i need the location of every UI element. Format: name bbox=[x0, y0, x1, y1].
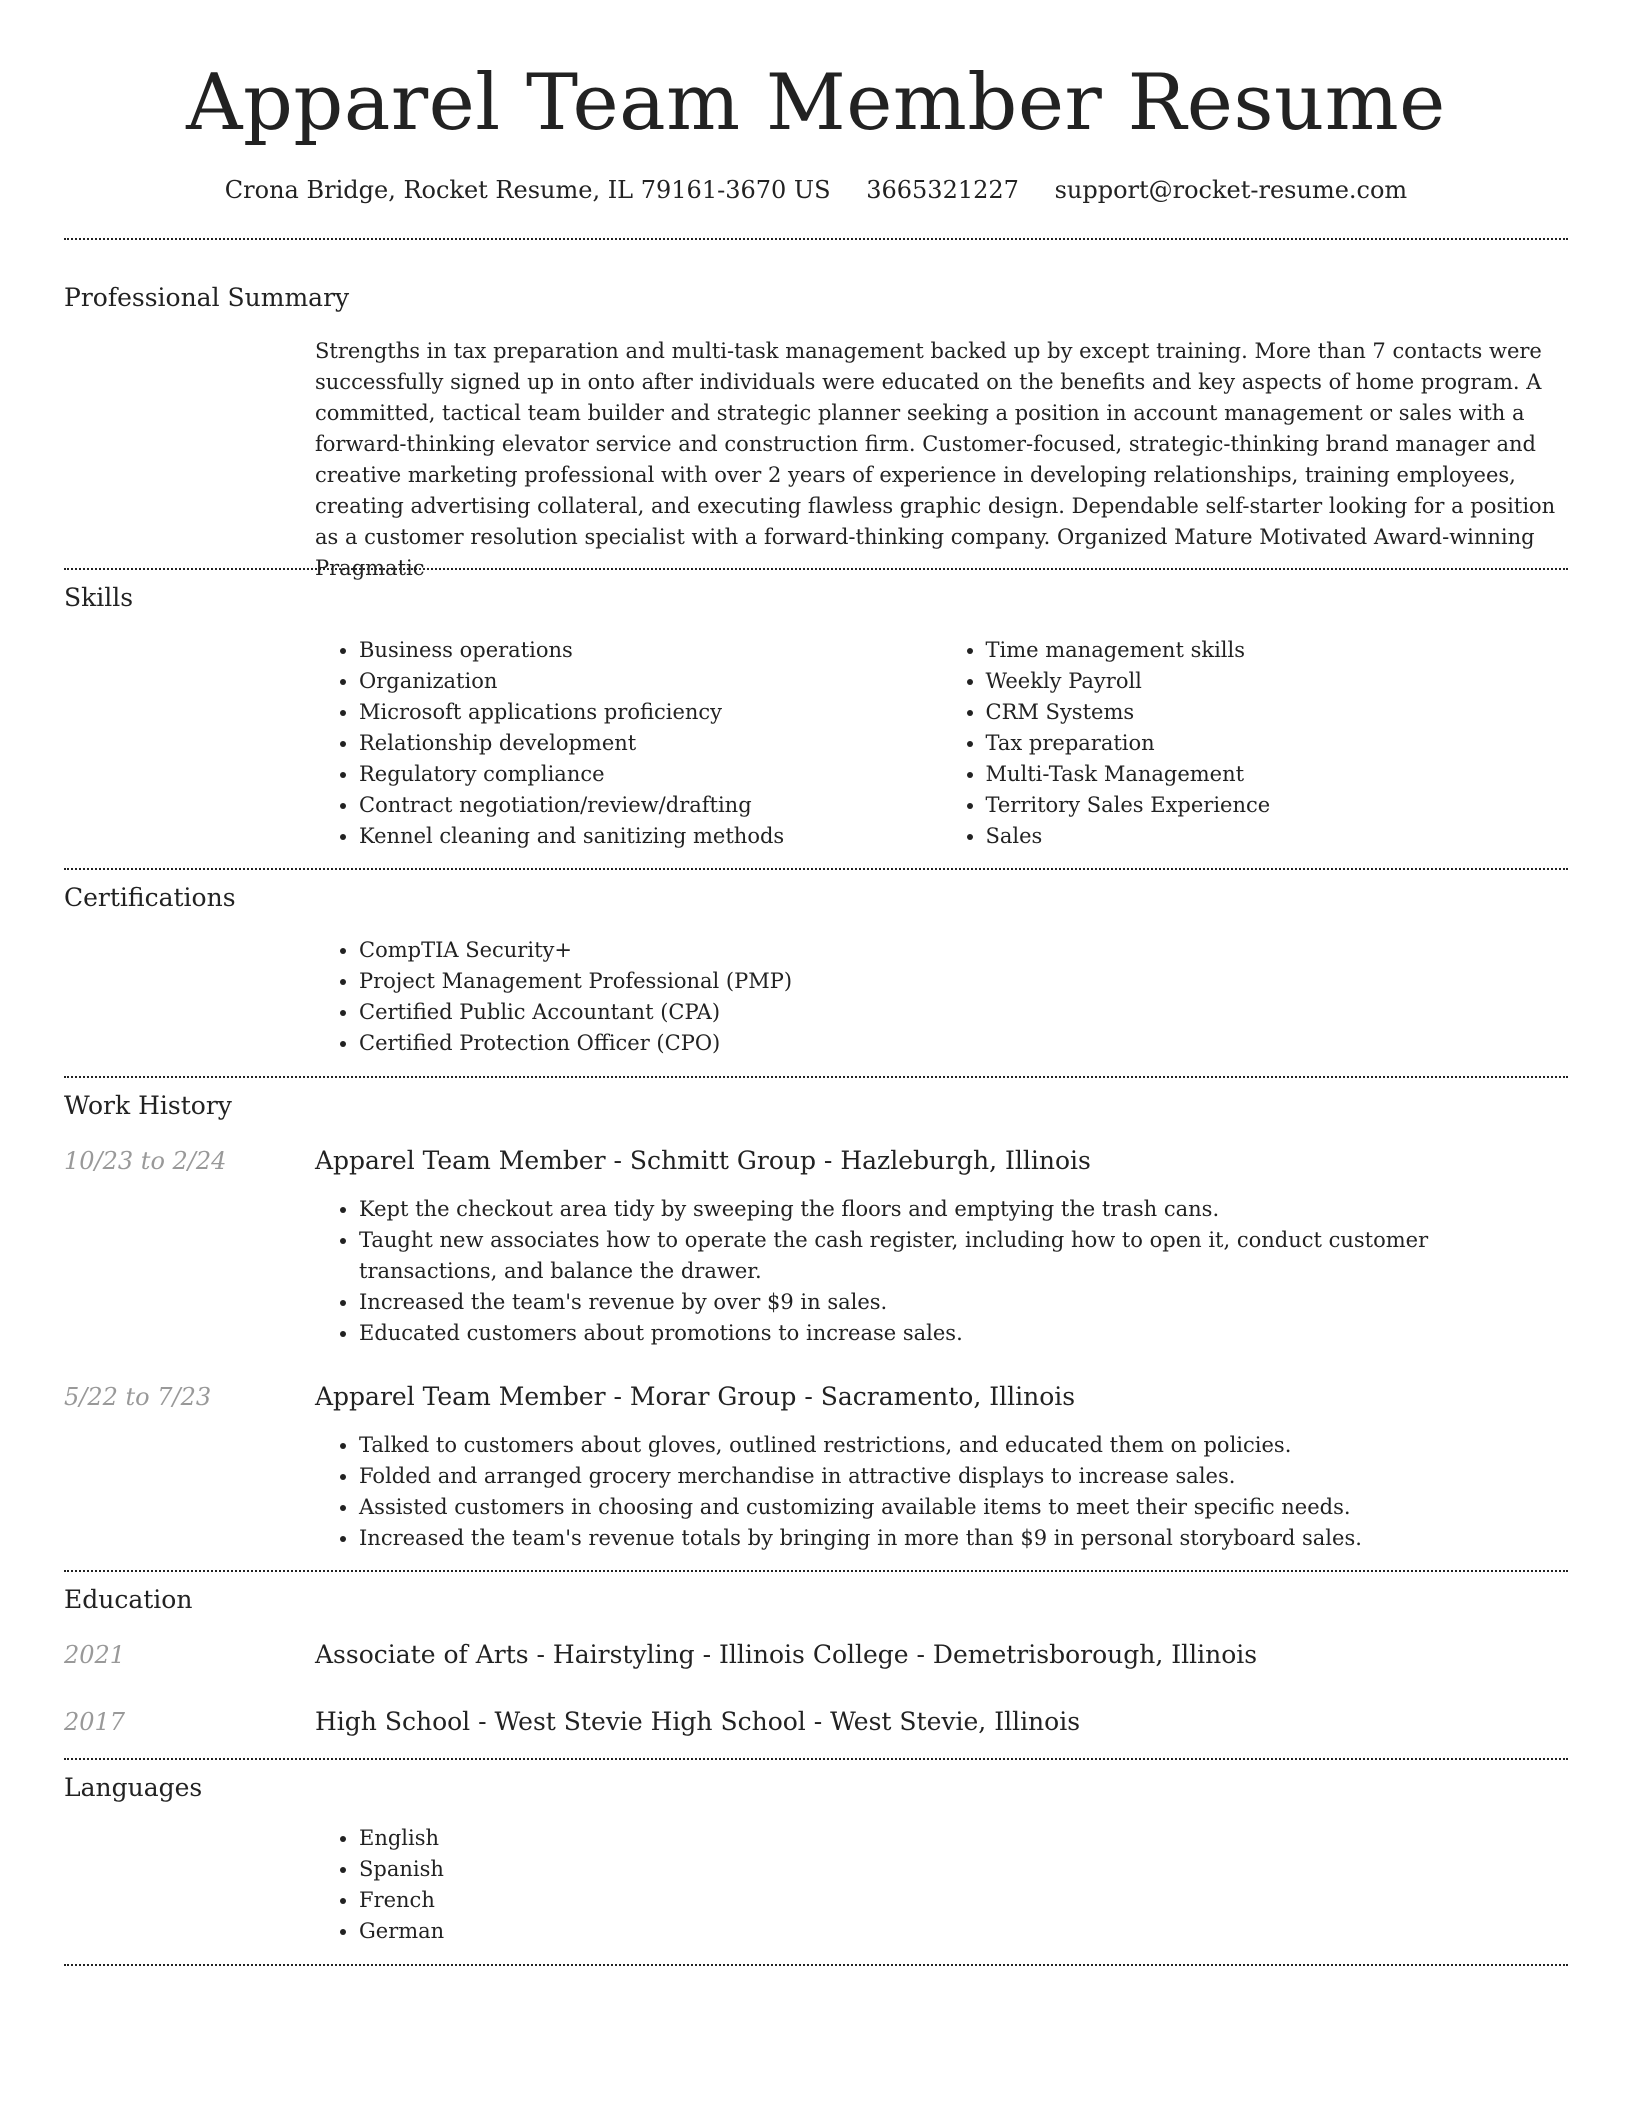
skill-item: • CRM Systems bbox=[986, 697, 1569, 728]
education-school: - West Stevie High School - West Stevie, Illinois bbox=[470, 1707, 1081, 1736]
skill-item: • Territory Sales Experience bbox=[986, 790, 1569, 821]
section-divider bbox=[64, 568, 1568, 570]
certification-item: • Project Management Professional (PMP) bbox=[359, 966, 1568, 997]
skill-item: • Multi-Task Management bbox=[986, 759, 1569, 790]
section-divider bbox=[64, 1076, 1568, 1078]
section-divider bbox=[64, 1570, 1568, 1572]
certifications-list bbox=[315, 935, 1568, 1059]
job-title bbox=[315, 1141, 1568, 1181]
education-entry bbox=[315, 1702, 1568, 1742]
job-bullet: • Folded and arranged grocery merchandise in attractive displays to increase sales. bbox=[359, 1461, 1568, 1492]
education-degree: Associate of Arts - Hairstyling bbox=[315, 1640, 695, 1669]
skills-heading: Skills bbox=[64, 583, 134, 612]
job-dates: 5/22 to 7/23 bbox=[64, 1383, 212, 1411]
section-divider bbox=[64, 238, 1568, 240]
job-dates: 10/23 to 2/24 bbox=[64, 1147, 227, 1175]
certifications-heading: Certifications bbox=[64, 883, 236, 912]
contact-address: Crona Bridge, Rocket Resume, IL 79161-3670 US bbox=[224, 176, 831, 204]
skill-item: • Time management skills bbox=[986, 635, 1569, 666]
certification-item: • CompTIA Security+ bbox=[359, 935, 1568, 966]
job-bullets bbox=[315, 1194, 1568, 1349]
skills-list-right bbox=[942, 635, 1569, 852]
skill-item: • Microsoft applications proficiency bbox=[359, 697, 942, 728]
job-position: Apparel Team Member bbox=[315, 1146, 606, 1175]
skill-item: • Contract negotiation/review/drafting bbox=[359, 790, 942, 821]
language-item: • French bbox=[359, 1885, 1568, 1916]
language-item: • Spanish bbox=[359, 1854, 1568, 1885]
job-bullet: • Assisted customers in choosing and customizing available items to meet their specific needs. bbox=[359, 1492, 1568, 1523]
job-employer: - Morar Group - Sacramento, Illinois bbox=[605, 1382, 1076, 1411]
skill-item: • Business operations bbox=[359, 635, 942, 666]
education-entry bbox=[315, 1635, 1568, 1675]
summary-text: Strengths in tax preparation and multi-task management backed up by except training. More than 7 contacts were successfully signed up in onto after individuals were educated on the benefits and key aspects of home program. A committed, tactical team builder and strategic planner seeking a position in account management or sales with a forward-thinking elevator service and construction firm. Customer-focused, strategic-thinking brand manager and creative marketing professional with over 2 years of experience in developing relationships, training employees, creating advertising collateral, and executing flawless graphic design. Dependable self-starter looking for a position as a customer resolution specialist with a forward-thinking company. Organized Mature Motivated Award-winning Pragmatic bbox=[315, 339, 1556, 580]
job-title bbox=[315, 1377, 1568, 1417]
contact-phone: 3665321227 bbox=[866, 176, 1019, 204]
section-divider bbox=[64, 868, 1568, 870]
language-item: • German bbox=[359, 1916, 1568, 1947]
skill-item: • Kennel cleaning and sanitizing methods bbox=[359, 821, 942, 852]
languages-heading: Languages bbox=[64, 1773, 203, 1802]
work-history-heading: Work History bbox=[64, 1091, 232, 1120]
skills-list-left bbox=[315, 635, 942, 852]
education-year: 2021 bbox=[64, 1641, 126, 1669]
job-bullet: • Taught new associates how to operate the cash register, including how to open it, conduct customer transactions, and balance the drawer. bbox=[359, 1225, 1568, 1287]
job-bullet: • Talked to customers about gloves, outlined restrictions, and educated them on policies. bbox=[359, 1430, 1568, 1461]
job-bullet: • Kept the checkout area tidy by sweeping the floors and emptying the trash cans. bbox=[359, 1194, 1568, 1225]
job-position: Apparel Team Member bbox=[315, 1382, 606, 1411]
contact-email: support@rocket-resume.com bbox=[1054, 176, 1408, 204]
education-heading: Education bbox=[64, 1585, 193, 1614]
skill-item: • Regulatory compliance bbox=[359, 759, 942, 790]
languages-list bbox=[315, 1823, 1568, 1947]
job-bullets bbox=[315, 1430, 1568, 1554]
section-divider bbox=[64, 1964, 1568, 1966]
job-duties bbox=[315, 1194, 1568, 1349]
skills-section bbox=[315, 635, 1568, 852]
skill-item: • Tax preparation bbox=[986, 728, 1569, 759]
certifications-section bbox=[315, 935, 1568, 1059]
summary-section bbox=[315, 336, 1568, 584]
summary-heading: Professional Summary bbox=[64, 283, 350, 312]
contact-line bbox=[64, 170, 1568, 210]
certification-item: • Certified Public Accountant (CPA) bbox=[359, 997, 1568, 1028]
section-divider bbox=[64, 1758, 1568, 1760]
languages-section bbox=[315, 1823, 1568, 1947]
education-year: 2017 bbox=[64, 1708, 126, 1736]
language-item: • English bbox=[359, 1823, 1568, 1854]
resume-title: Apparel Team Member Resume bbox=[186, 58, 1446, 148]
skill-item: • Organization bbox=[359, 666, 942, 697]
job-bullet: • Increased the team's revenue by over $9 in sales. bbox=[359, 1287, 1568, 1318]
education-school: - Illinois College - Demetrisborough, Illinois bbox=[694, 1640, 1258, 1669]
skill-item: • Relationship development bbox=[359, 728, 942, 759]
education-degree: High School bbox=[315, 1707, 471, 1736]
job-bullet: • Educated customers about promotions to increase sales. bbox=[359, 1318, 1568, 1349]
job-duties bbox=[315, 1430, 1568, 1554]
skill-item: • Sales bbox=[986, 821, 1569, 852]
certification-item: • Certified Protection Officer (CPO) bbox=[359, 1028, 1568, 1059]
skill-item: • Weekly Payroll bbox=[986, 666, 1569, 697]
job-employer: - Schmitt Group - Hazleburgh, Illinois bbox=[605, 1146, 1091, 1175]
job-bullet: • Increased the team's revenue totals by bringing in more than $9 in personal storyboard sales. bbox=[359, 1523, 1568, 1554]
